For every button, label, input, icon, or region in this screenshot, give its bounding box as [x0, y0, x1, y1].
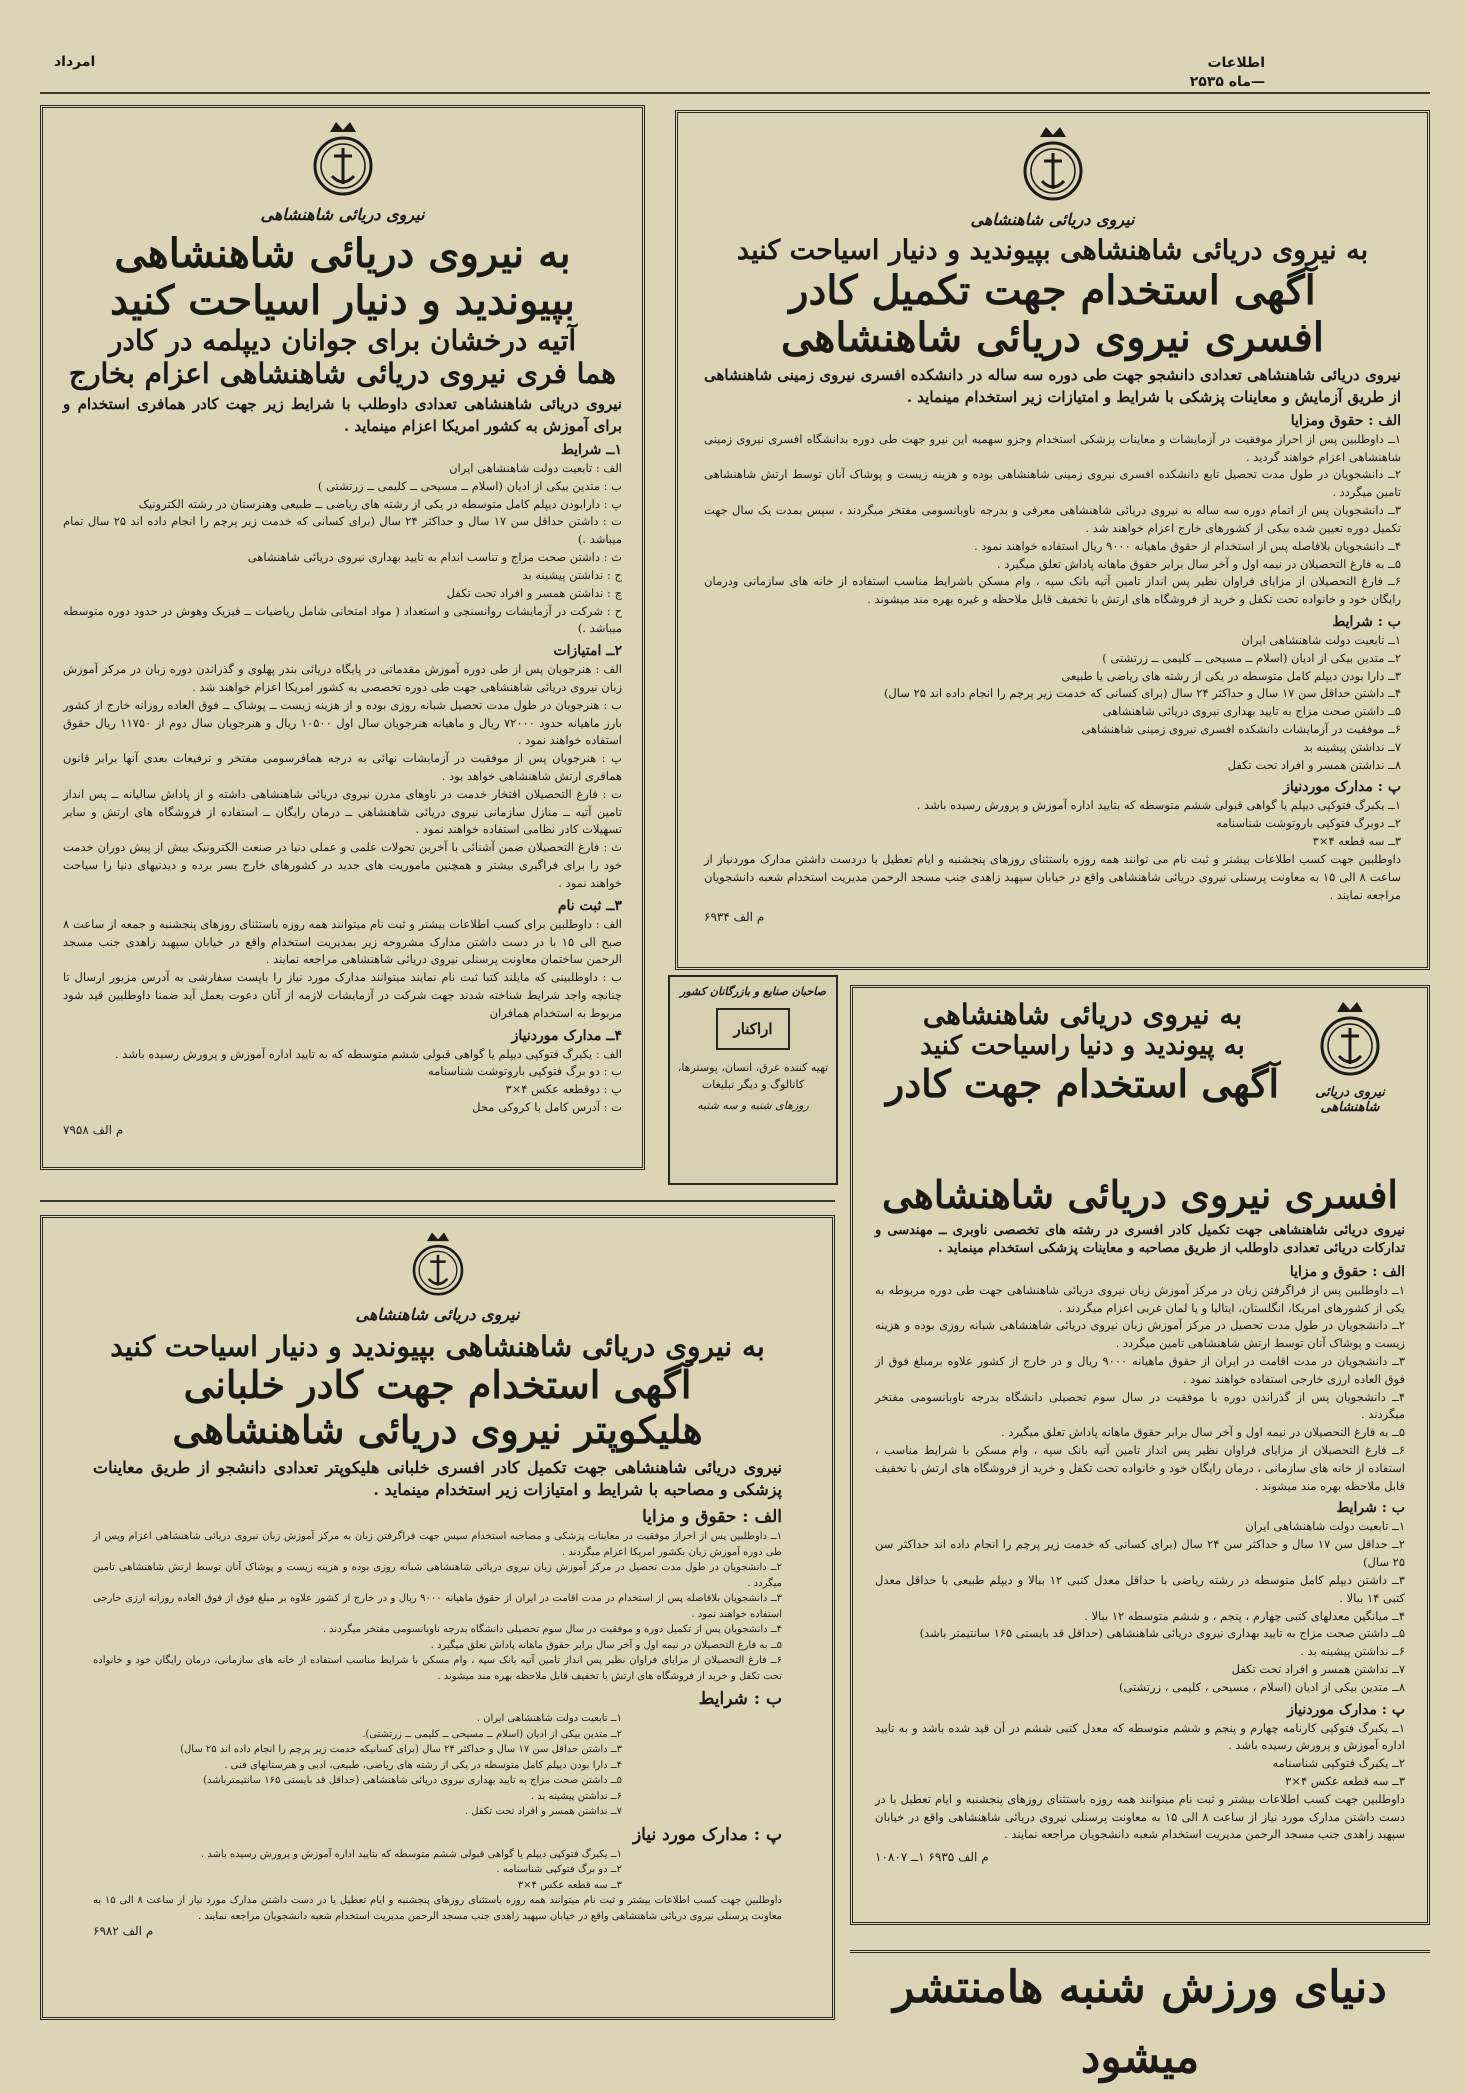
ad-title-2: بپیوندید و دنیار اسیاحت کنید [110, 277, 575, 325]
ad-lead: نیروی دریائی شاهنشاهی جهت تکمیل کادر افسری خلبانی هلیکوپتر تعدادی دانشجو از طریق معاینات پزشکی و مصاحبه با شرایط و امتیازات زیر استخدام مینماید . [93, 1457, 782, 1500]
list-item: ۳ــ سه قطعه عکس ۴×۳ [1285, 1774, 1405, 1789]
list-item: ۱ــ داوطلبین پس از فراگرفتن زبان در مرکز آموزش زبان نیروی دریائی شاهنشاهی جهت طی دوره مربوطه به یکی از کشورهای امریکا، انگلستان، ایتالیا و یا لمان غربی اعزام میگردند . [875, 1282, 1405, 1315]
navy-emblem-icon [408, 1228, 468, 1303]
navy-emblem-icon [1315, 998, 1385, 1083]
section-privileges: ۲ــ امتیازات [553, 643, 622, 660]
section-conditions: ۱ــ شرایط [560, 442, 622, 459]
ad-title-2: به پیوندید و دنیا راسیاحت کنید [920, 1031, 1245, 1062]
small-ad-line2: تهیه کننده عرق، انسان، پوسترها، کاتالوگ و دیگر تبلیغات [677, 1061, 829, 1091]
org-name: نیروی دریائی شاهنشاهی [1315, 1085, 1385, 1115]
ad-reference: م الف ۶۹۸۲ [93, 1924, 154, 1939]
list-item: ۲ــ دو برگ فتوکپی شناسنامه . [496, 1864, 622, 1876]
section-documents: پ : مدارک مورد نیاز [632, 1824, 782, 1845]
navy-emblem-icon [1018, 123, 1088, 208]
section-conditions: ب : شرایط [1332, 613, 1401, 630]
list-item: الف : یکبرگ فتوکپی دیپلم یا گواهی قبولی ششم متوسطه که به تایید اداره آموزش و پرورش رسیده باشد . [115, 1046, 622, 1061]
small-ad-logo: اراکنار [716, 1008, 790, 1050]
org-name: نیروی دریائی شاهنشاهی [355, 1305, 520, 1324]
ad-titles [875, 998, 1290, 1107]
list-item: ب : دو برگ فتوکپی باروتوشت شناسنامه [427, 1064, 622, 1079]
list-item: الف : هنرجویان پس از طی دوره آموزش مقدماتی در پایگاه دریائی بندر پهلوی و گذراندن دوره زبان در مرکز آموزش زبان نیروی دریائی شاهنشاهی جهت طی دوره تخصصی به کشور امریکا اعزام خواهند شد . [63, 662, 622, 694]
list-item: ۴ــ دانشجویان بلافاصله پس از استخدام از حقوق ماهیانه ۹۰۰۰ ریال استفاده خواهند نمود . [974, 538, 1401, 553]
list-item: الف : داوطلبین برای کسب اطلاعات بیشتر و ثبت نام میتوانند همه روزه باستثنای روزهای پنجشنبه و جمعه از ساعت ۸ صبح الی ۱۵ با در دست داشتن مدارک مشروحه زیر بمدیریت استخدام واقع در خیابان سپهبد زاهدی جنب مسجد الرحمن ساختمان معاونت پرسنلی نیروی دریائی شاهنشاهی مراجعه نمایند . [63, 916, 622, 967]
list-item: ۶ــ موفقیت در آزمایشات دانشکده افسری نیروی زمینی شاهنشاهی [1081, 722, 1401, 737]
list-item: ث : فارغ التحصیلان ضمن آشنائی با آخرین تحولات علمی و عملی دنیا در صنعت الکترونیک بیش از پیش دوران خدمت خود را برای فراگیری بیشتر و همچنین ماموریت های جدید در کشورهای خارج بسر برده و دیدنیهای دنیا را سیاحت خواهند نمود . [63, 840, 622, 890]
list-item: داوطلبین جهت کسب اطلاعات بیشتر و ثبت نام میتوانند همه روزه باستثنای روزهای پنجشنبه و ایام تعطیل با در دست داشتن مدارک مورد نیاز از ساعت ۸ الی ۱۵ به معاونت پرسنلی نیروی دریائی شاهنشاهی واقع در خیابان سپهبد زاهدی جنب مسجد الرحمن مدیریت استخدام شعبه دانشجویان مراجعه نمایند . [93, 1895, 782, 1922]
list-item: ۸ــ متدین بیکی از ادیان (اسلام ، مسیحی ، کلیمی ، زرتشتی) [1118, 1679, 1405, 1694]
list-item: ب : متدین بیکی از ادیان (اسلام ــ مسیحی ــ کلیمی ــ زرتشتی ) [317, 478, 622, 493]
list-item: ۲ــ یکبرگ فتوکپی شناسنامه [1272, 1756, 1405, 1771]
list-item: ۶ــ فارغ التحصیلان از مزایای فراوان نظیر پس انداز تامین آتیه بانک سپه ، وام مسکن با شرایط مناسب استفاده از خانه های سازمانی، درمان رایگان خود و خانواده تحت تکفل و خرید از فروشگاه های ارتش با تخفیف قابل ملاحظه بهره مند میشوند . [93, 1655, 782, 1682]
list-item: ج : نداشتن پیشینه بد [522, 567, 622, 582]
list-item: ۳ــ دانشجویان بلافاصله پس از استخدام در مدت اقامت در ایران از حقوق ماهیانه ۹۰۰۰ ریال و در خارج از کشور علاوه بر مبلغ فوق از فوق العاده روزانه ارزی خارجی استفاده خواهند نمود . [93, 1593, 782, 1620]
section-benefits: الف : حقوق ومزایا [1290, 412, 1401, 429]
ad-title-3: آتیه درخشان برای جوانان دیپلمه در کادر [108, 324, 577, 358]
list-item: ۴ــ میانگین معدلهای کتبی چهارم ، پنجم ، و ششم متوسطه ۱۲ ببالا . [1084, 1608, 1405, 1623]
list-item: ۳ــ سه قطعه ۴×۳ [1312, 834, 1401, 849]
ad-advertising-company [668, 975, 838, 1185]
list-item: ۵ــ به فارغ التحصیلان در نیمه اول و آخر سال برابر حقوق ماهانه پاداش تعلق میگیرد . [1001, 1425, 1405, 1440]
ad-title-2: آگهی استخدام جهت کادر خلبانی [183, 1362, 692, 1408]
ad-helicopter-pilot [40, 1215, 835, 2020]
list-item: ب : داوطلبینی که مایلند کتبا ثبت نام نمایند میتوانند مدارک مورد نیاز را باپست سفارشی به آدرس مزبور ارسال تا چنانچه واجد شرایط شناخته شدند جهت شرکت در آزمایشات لازمه از آنان دعوت بعمل آید ضمنا داوطلبین قید شود مربوط به استخدام همافران [63, 970, 622, 1020]
ad-title-1: به نیروی دریائی شاهنشاهی [114, 230, 571, 277]
list-item: ۷ــ نداشتن همسر و افراد تحت تکفل . [464, 1806, 622, 1818]
list-item: ۲ــ دوبرگ فتوکپی باروتوشت شناسنامه [1216, 816, 1401, 831]
list-item: پ : دارابودن دیپلم کامل متوسطه در یکی از رشته های ریاضی ــ طبیعی وهنرستان در رشته الکترونیک [138, 496, 622, 511]
column-divider [40, 1200, 835, 1202]
ad-title-3: هلیکوپتر نیروی دریائی شاهنشاهی [172, 1406, 703, 1452]
list-item: ۶ــ نداشتن پیشینه بد . [530, 1790, 622, 1802]
small-ad-line1: صاحبان صنایع و بازرگانان کشور [680, 985, 826, 998]
ad-officer-cadre [850, 985, 1430, 1925]
header-paper-name: اطلاعات [1207, 55, 1265, 71]
list-item: ۲ــ دانشجویان در طول مدت تحصیل در مرکز آموزش زبان نیروی دریائی شاهنشاهی شبانه روزی بوده و هزینه زیست و پوشاک آنان توسط ارتش شاهنشاهی تامین میگردد . [875, 1318, 1405, 1351]
section-documents: ۴ــ مدارک موردنیاز [511, 1027, 622, 1044]
list-item: ۳ــ دارا بودن دیپلم کامل متوسطه در یکی از رشته های ریاضی یا طبیعی [1061, 668, 1401, 683]
emblem-block [1295, 998, 1405, 1115]
ad-homafar [40, 105, 645, 1170]
list-item: ۶ــ نداشتن پیشینه بد . [1300, 1644, 1405, 1659]
list-item: ۳ــ دانشجویان در مدت اقامت در ایران از حقوق ماهیانه ۹۰۰۰ ریال و در خارج از کشور علاوه برمبلغ فوق از فوق العاده ارزی خارجی استفاده خواهند نمود . [875, 1353, 1406, 1386]
list-item: ۶ــ فارغ التحصیلان از مزایای فراوان نظیر پس انداز تامین آتیه بانک سپه ، وام مسکن با شرایط مناسب ، استفاده از خانه های سازمانی ، درمان رایگان خود و خانواده تحت تکفل و خرید از فروشگاه های ارتش با تخفیف قابل ملاحظه بهره مند میشوند . [875, 1443, 1405, 1493]
org-name: نیروی دریائی شاهنشاهی [970, 210, 1135, 229]
list-item: ۲ــ متدین بیکی از ادیان (اسلام ــ مسیحی ــ کلیمی ــ زرتشتی ) [1102, 650, 1401, 665]
list-item: ۲ــ متدین بیکی از ادیان (اسلام ــ مسیحی ــ کلیمی ــ زرتشتی). [362, 1728, 622, 1740]
ad-header-block [875, 998, 1405, 1173]
list-item: ۴ــ دارا بودن دیپلم کامل متوسطه در یکی از رشته های ریاضی، طبیعی، ادبی و هنرستانهای فنی . [224, 1759, 622, 1771]
ad-title-1: به نیروی دریائی شاهنشاهی بپیوندید و دنیار اسیاحت کنید [736, 235, 1369, 266]
list-item: ت : فارغ التحصیلان افتخار خدمت در ناوهای مدرن نیروی دریائی شاهنشاهی داشته و از پاداش سالیانه ــ پس انداز تامین آتیه ــ منازل سازمانی نیروی دریائی شاهنشاهی ــ درمان رایگان ــ استفاده از فروشگاه های ارتش و سایر تسهیلات کادر نظامی استفاده خواهند نمود . [63, 786, 622, 837]
section-documents: پ : مدارک موردنیاز [1287, 1701, 1405, 1718]
header-rule [40, 92, 1430, 94]
section-registration: ۳ــ ثبت نام [557, 897, 622, 914]
list-item: ۱ــ تابعیت دولت شاهنشاهی ایران [1245, 1519, 1405, 1534]
list-item: ۵ــ داشتن صحت مزاج به تایید بهداری نیروی دریائی شاهنشاهی [1102, 704, 1401, 719]
section-benefits: الف : حقوق و مزایا [642, 1507, 782, 1528]
list-item: ۷ــ نداشتن پیشینه بد [1303, 739, 1401, 754]
list-item: ۳ــ دانشجویان پس از اتمام دوره سه ساله به نیروی دریائی شاهنشاهی معرفی و بدرجه ناوبانسومی مفتخر میگردند ، سپس بمدت یک سال جهت تکمیل دوره تعیین شده بیکی از کشورهای خارج اعزام خواهند شد . [704, 503, 1401, 535]
navy-emblem-icon [308, 118, 378, 203]
header-masthead [1190, 54, 1265, 92]
ad-lead: نیروی دریائی شاهنشاهی جهت تکمیل کادر افسری در رشته های تخصصی ناوبری ــ مهندسی و تدارکات دریائی تعدادی داوطلب از طریق مصاحبه و معاینات پزشکی استخدام مینماید . [875, 1222, 1405, 1257]
list-item: الف : تابعیت دولت شاهنشاهی ایران [449, 461, 622, 476]
ad-reference: م الف ۶۹۳۵ ۱ــ ۱۰۸۰۷ [875, 1850, 989, 1865]
section-benefits: الف : حقوق و مزایا [1289, 1263, 1405, 1280]
list-item: ۵ــ به فارغ التحصیلان در نیمه اول و آخر سال برابر حقوق ماهانه پاداش تعلق میگیرد . [997, 556, 1401, 571]
list-item: ۶ــ فارغ التحصیلان از مزایای فراوان نظیر پس انداز تامین آتیه بانک سپه ، وام مسکن باشرایط مناسب استفاده از خانه های سازمانی ودرمان رایگان خود و خانواده تحت تکفل و خرید از فروشگاه های ارتش با تخفیف قابل ملاحظه و غیره بهره مند میشوند . [704, 574, 1401, 607]
list-item: ۵ــ داشتن صحت مزاج به تایید بهداری نیروی دریائی شاهنشاهی (حداقل قد بایستی ۱۶۵ سانتیمتر باشد) [919, 1626, 1405, 1641]
ad-title-3: آگهی استخدام جهت کادر [885, 1060, 1280, 1106]
list-item: ۲ــ حداقل سن ۱۷ سال و حداکثر سن ۲۴ سال (برای کسانی که خدمت زیر پرچم را انجام داده اند حداکثر سن ۲۵ سال) [875, 1537, 1405, 1570]
ad-title-1: به نیروی دریائی شاهنشاهی [922, 998, 1243, 1031]
list-item: ۱ــ داوطلبین پس از احراز موفقیت در معاینات پزشکی و مصاحبه استخدام سپس جهت فراگرفتن زبان به مرکز آموزش زبان نیروی دریائی شاهنشاهی اعزام ویس از طی دوره آموزش زبان بکشور امریکا اعزام میگردند . [93, 1531, 782, 1558]
header-date: ماه ۲۵۳۵— [1189, 74, 1265, 90]
list-item: ح : شرکت در آزمایشات روانسنجی و استعداد ( مواد امتحانی شامل ریاضیات ــ فیزیک وهوش در حدود دوره متوسطه میباشد .) [63, 603, 622, 636]
ad-reference: م الف ۶۹۳۴ [704, 910, 765, 925]
header-month: امرداد [54, 54, 96, 70]
ad-title-4: هما فری نیروی دریائی شاهنشاهی اعزام بخارج [68, 357, 617, 391]
list-item: ۴ــ دانشجویان پس از تکمیل دوره و موفقیت در سال سوم تحصیلی دانشگاه بدرجه ناوبانسومی مفتخر میگردند . [322, 1624, 782, 1636]
list-item: ۵ــ به فارغ التحصیلان در نیمه اول و آخر سال برابر حقوق ماهانه پاداش تعلق میگیرد . [430, 1639, 782, 1651]
list-item: ت : آدرس کامل با کروکی محل [472, 1100, 622, 1115]
list-item: ۱ــ داوطلبین پس از احراز موفقیت در آزمایشات و معاینات پزشکی استخدام وجزو سهمیه این نیرو جهت طی دوره بدانشگاه افسری نیروی زمینی شاهنشاهی اعزام خواهند گردید . [704, 431, 1401, 464]
list-item: پ : هنرجویان پس از موفقیت در آزمایشات نهائی به درجه همافرسومی مفتخر و ترفیعات بعدی آنها برابر قانون همافری ارتش شاهنشاهی خواهد بود . [63, 751, 622, 784]
section-conditions: ب : شرایط [1336, 1500, 1405, 1517]
list-item: ۳ــ سه قطعه عکس ۴×۳ [517, 1879, 622, 1891]
list-item: پ : دوقطعه عکس ۴×۳ [505, 1082, 622, 1097]
list-item: ۴ــ دانشجویان پس از گذراندن دوره با موفقیت در سال سوم تحصیلی دانشگاه بدرجه ناوبانسومی مفتخر میگردند . [875, 1389, 1405, 1422]
small-ad-line3: روزهای شنبه و سه شنبه [697, 1099, 809, 1112]
list-item: ۳ــ داشتن حداقل سن ۱۷ سال و حداکثر ۲۴ سال (برای کسانیکه خدمت زیر پرچم را انجام داده اند ۲۵ سال) [180, 1744, 622, 1756]
ad-lead: نیروی دریائی شاهنشاهی تعدادی داوطلب با شرایط زیر جهت کادر همافری استخدام و برای آموزش به کشور امریکا اعزام مینماید . [63, 395, 622, 435]
list-item: ۵ــ داشتن صحت مزاج به تایید بهداری نیروی دریائی شاهنشاهی (حداقل قد بایستی ۱۶۵ سانتیمترباشد) [203, 1775, 622, 1787]
list-item: ۱ــ تابعیت دولت شاهنشاهی ایران [1241, 632, 1401, 647]
list-item: داوطلبین جهت کسب اطلاعات بیشتر و ثبت نام میتوانند همه روزه باستثنای روزهای پنجشنبه و ایام تعطیل با در دست داشتن مدارک مورد نیاز از ساعت ۸ الی ۱۵ به معاونت پرسنلی نیروی دریائی شاهنشاهی واقع در خیابان سپهبد زاهدی جنب مسجد الرحمن مدیریت استخدام شعبه دانشجویان مراجعه نمایند . [875, 1791, 1405, 1842]
ad-title-1: به نیروی دریائی شاهنشاهی بپیوندید و دنیار اسیاحت کنید [110, 1330, 765, 1363]
ad-lead: نیروی دریائی شاهنشاهی تعدادی دانشجو جهت طی دوره سه ساله در دانشکده افسری نیروی زمینی شاهنشاهی از طریق آزمایش و معاینات پزشکی با شرایط و امتیازات زیر استخدام مینماید . [704, 366, 1401, 406]
ad-title-3: افسری نیروی دریائی شاهنشاهی [780, 314, 1325, 362]
ad-title-4: افسری نیروی دریائی شاهنشاهی [882, 1172, 1398, 1217]
ad-officer-cadet [675, 110, 1430, 970]
list-item: ۱ــ یکبرگ فتوکپی کارنامه چهارم و پنجم و ششم متوسطه که معدل کتبی ششم در آن قید شده باشد و به تایید اداره آموزش و پرورش رسیده باشد . [875, 1720, 1405, 1753]
section-conditions: ب : شرایط [698, 1689, 782, 1710]
list-item: ت : داشتن حداقل سن ۱۷ سال و حداکثر ۲۴ سال (برای کسانی که خدمت زیر پرچم را انجام داده اند ۲۵ سال تمام میباشد .) [63, 514, 622, 547]
section-documents: پ : مدارک موردنیاز [1283, 779, 1401, 796]
list-item: ۲ــ دانشجویان در طول مدت تحصیل تابع دانشکده افسری نیروی زمینی شاهنشاهی بوده و هزینه زیست و پوشاک آنان توسط ارتش شاهنشاهی تامین میگردد . [704, 467, 1401, 500]
list-item: ۲ــ دانشجویان در طول مدت تحصیل در مرکز آموزش زبان نیروی دریائی شاهنشاهی شبانه روزی بوده و هزینه زیست و پوشاک آنان توسط ارتش شاهنشاهی تامین میگردد . [93, 1562, 782, 1589]
list-item: ۱ــ یکبرگ فتوکپی دیپلم یا گواهی قبولی ششم متوسطه که بتایید اداره آموزش و پرورش رسیده باشد . [916, 798, 1401, 813]
list-item: ۷ــ نداشتن همسر و افراد تحت تکفل [1231, 1661, 1405, 1676]
list-item: ث : داشتن صحت مزاج و تناسب اندام به تایید بهداری نیروی دریائی شاهنشاهی [247, 550, 622, 565]
org-name: نیروی دریائی شاهنشاهی [260, 205, 425, 224]
ad-reference: م الف ۷۹۵۸ [63, 1122, 124, 1137]
ad-title-2: آگهی استخدام جهت تکمیل کادر [789, 266, 1316, 314]
list-item: ۱ــ تابعیت دولت شاهنشاهی ایران . [476, 1713, 622, 1725]
list-item: ۴ــ داشتن حداقل سن ۱۷ سال و حداکثر ۲۴ سال (برای کسانی که خدمت زیر پرچم را انجام داده اند ۲۵ سال) [883, 686, 1401, 701]
bottom-headline: دنیای ورزش شنبه هامنتشر میشود [850, 1950, 1430, 2023]
list-item: داوطلبین جهت کسب اطلاعات بیشتر و ثبت نام می توانند همه روزه باستثنای روزهای پنجشنبه و ایام تعطیل با دردست داشتن مدارک موردنیاز از ساعت ۸ الی ۱۵ به معاونت پرسنلی نیروی دریائی شاهنشاهی واقع در خیابان سپهبد زاهدی جنب مسجد الرحمن مدیریت استخدام شعبه دانشجویان مراجعه نمایند . [704, 851, 1401, 902]
list-item: چ : نداشتن همسر و افراد تحت تکفل [446, 585, 622, 600]
page-header [40, 44, 1430, 94]
list-item: ۸ــ نداشتن همسر و افراد تحت تکفل [1227, 757, 1401, 772]
list-item: ب : هنرجویان در طول مدت تحصیل شبانه روزی بوده و از هزینه زیست ــ پوشاک ــ فوق العاده روزانه خارج از کشور بارز ماهیانه حدود ۷۲۰۰۰ ریال و ماهیانه هنرجویان سال اول ۱۰۵۰۰ ریال و هنرجویان سال دوم از ۱۱۷۵۰ ریال حقوق استفاده خواهند نمود . [63, 697, 622, 748]
list-item: ۱ــ یکبرگ فتوکپی دیپلم یا گواهی قبولی ششم متوسطه که بتایید اداره آموزش و پرورش رسیده باشد . [200, 1848, 622, 1860]
list-item: ۳ــ داشتن دیپلم کامل متوسطه در رشته ریاضی با حداقل معدل کتبی ۱۲ ببالا و دیپلم طبیعی با حداقل معدل کتبی ۱۴ ببالا . [875, 1572, 1405, 1605]
